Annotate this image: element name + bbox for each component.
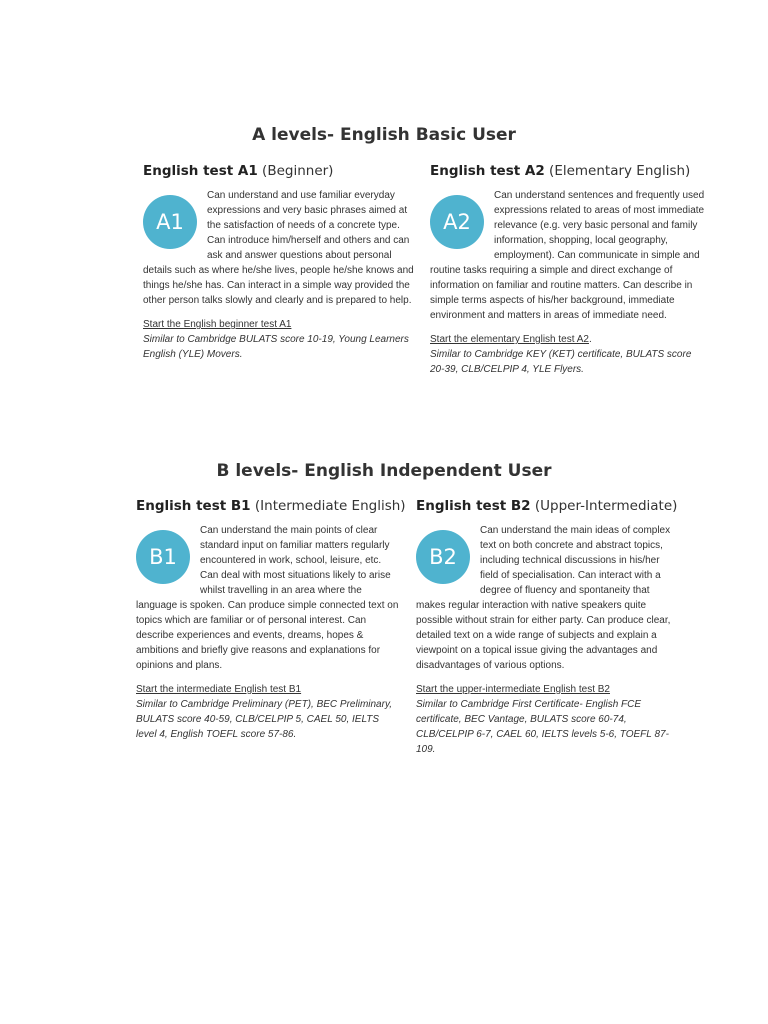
level-description: Can understand the main ideas of complex text on both concrete and abstract topics, including technical discussions in his/her field of specialisation. Can interact with a degree of fluency and spontaneity that makes regular interaction with native speakers quite possible without strain for either party. Can produce clear, detailed text on a wide range of subjects and explain a viewpoint on a topical issue giving the advantages and disadvantages of various options. [416, 525, 671, 671]
level-description: Can understand the main points of clear standard input on familiar matters regularly encountered in work, school, leisure, etc. Can deal with most situations likely to arise whilst travelling in an area where the language is spoken. Can produce simple connected text on topics which are familiar or of personal interest. Can describe experiences and events, dreams, hopes & ambitions and briefly give reasons and explanations for opinions and plans. [136, 525, 399, 671]
level-heading-light: (Upper-Intermediate) [534, 498, 678, 514]
level-heading-bold: English test A1 [143, 163, 258, 179]
start-test-a2-link[interactable]: Start the elementary English test A2 [430, 334, 589, 345]
level-badge-b1: B1 [136, 530, 190, 584]
level-block-a2 [430, 162, 705, 377]
section-title-b: B levels- English Independent User [216, 461, 552, 481]
level-heading-bold: English test B1 [136, 498, 251, 514]
level-badge-a2: A2 [430, 195, 484, 249]
level-badge-a1: A1 [143, 195, 197, 249]
start-test-b1-link[interactable]: Start the intermediate English test B1 [136, 684, 302, 695]
level-heading-light: (Beginner) [262, 163, 334, 179]
level-heading-light: (Elementary English) [549, 163, 691, 179]
link-suffix: . [588, 334, 592, 345]
badge-wrap [143, 188, 207, 261]
level-heading-b2 [416, 497, 678, 515]
level-heading-b1 [136, 497, 406, 515]
badge-wrap [416, 523, 480, 596]
level-heading-light: (Intermediate English) [254, 498, 406, 514]
section-title-a: A levels- English Basic User [252, 125, 516, 145]
level-description: Can understand and use familiar everyday expressions and very basic phrases aimed at the satisfaction of needs of a concrete type. Can introduce him/herself and others and can ask and answer questions about personal details such as where he/she lives, people he/she knows and things he/she has. Can interact in a simple way provided the other person talks slowly and clearly and is prepared to help. [143, 190, 414, 306]
level-block-b1 [136, 497, 406, 742]
similar-exams: Similar to Cambridge BULATS score 10-19, Young Learners English (YLE) Movers. [143, 334, 409, 360]
level-heading-bold: English test B2 [416, 498, 531, 514]
badge-wrap [136, 523, 200, 596]
similar-exams: Similar to Cambridge Preliminary (PET), BEC Preliminary, BULATS score 40-59, CLB/CELPIP 5, CAEL 50, IELTS level 4, English TOEFL score 57-86. [136, 699, 392, 740]
level-block-a1 [143, 162, 418, 362]
level-heading-a2 [430, 162, 705, 180]
level-heading-a1 [143, 162, 418, 180]
similar-exams: Similar to Cambridge First Certificate- English FCE certificate, BEC Vantage, BULATS score 60-74, CLB/CELPIP 6-7, CAEL 60, IELTS levels 5-6, TOEFL 87-109. [416, 699, 669, 755]
link-line [430, 332, 705, 347]
start-test-a1-link[interactable]: Start the English beginner test A1 [143, 319, 292, 330]
level-description: Can understand sentences and frequently used expressions related to areas of most immediate relevance (e.g. very basic personal and family information, shopping, local geography, employment). Can communicate in simple and routine tasks requiring a simple and direct exchange of information on familiar and routine matters. Can describe in simple terms aspects of his/her background, immediate environment and matters in areas of immediate need. [430, 190, 705, 321]
badge-wrap [430, 188, 494, 261]
level-heading-bold: English test A2 [430, 163, 545, 179]
similar-exams: Similar to Cambridge KEY (KET) certificate, BULATS score 20-39, CLB/CELPIP 4, YLE Flyers. [430, 349, 692, 375]
level-block-b2 [416, 497, 678, 757]
level-badge-b2: B2 [416, 530, 470, 584]
start-test-b2-link[interactable]: Start the upper-intermediate English test B2 [416, 684, 610, 695]
